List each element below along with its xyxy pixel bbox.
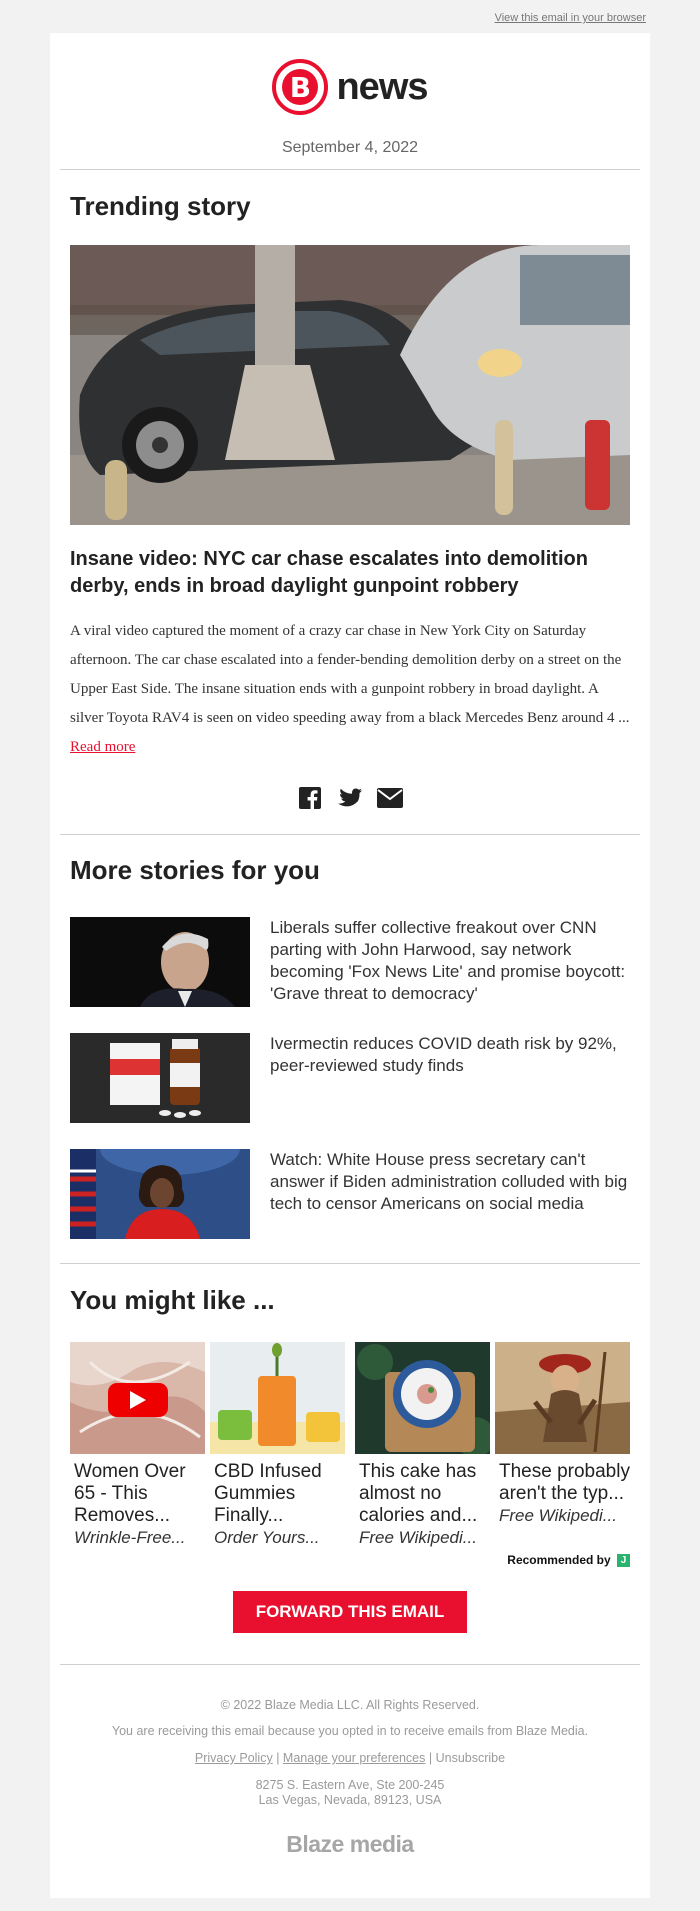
blaze-media-logo[interactable]: Blaze media xyxy=(286,1831,414,1857)
footer-address-line1: 8275 S. Eastern Ave, Ste 200-245 xyxy=(255,1778,445,1792)
recommended-title[interactable]: CBD Infused Gummies Finally... xyxy=(214,1461,322,1526)
story-thumbnail xyxy=(70,1033,250,1123)
logo-b: B xyxy=(282,69,318,105)
recommended-item[interactable] xyxy=(70,1342,205,1548)
recommended-item[interactable] xyxy=(355,1342,490,1548)
divider xyxy=(60,834,640,835)
twitter-icon[interactable] xyxy=(336,785,364,811)
recommended-source: Wrinkle-Free... xyxy=(74,1528,186,1547)
email-share-icon[interactable] xyxy=(376,785,404,811)
recommended-source: Order Yours... xyxy=(214,1528,320,1547)
story-item[interactable] xyxy=(70,917,630,1009)
divider xyxy=(60,1263,640,1264)
story-item[interactable] xyxy=(70,1033,630,1125)
trending-headline[interactable]: Insane video: NYC car chase escalates into demolition derby, ends in broad daylight gunpoint robbery xyxy=(70,548,588,597)
trending-section-title: Trending story xyxy=(70,191,251,221)
more-stories-title: More stories for you xyxy=(70,855,320,885)
car-chase-photo xyxy=(70,245,630,525)
story-title[interactable]: Liberals suffer collective freakout over CNN parting with John Harwood, say network becoming 'Fox News Lite' and promise boycott: 'Grave threat to democracy' xyxy=(270,918,626,1003)
you-might-like-title: You might like ... xyxy=(70,1285,275,1315)
share-icons xyxy=(50,785,650,811)
recommended-item[interactable] xyxy=(210,1342,345,1548)
footer-copyright: © 2022 Blaze Media LLC. All Rights Reserved. xyxy=(220,1698,480,1712)
email-card xyxy=(50,33,650,1898)
footer-links xyxy=(50,1751,650,1766)
footer-receiving-notice: You are receiving this email because you opted in to receive emails from Blaze Media. xyxy=(111,1724,589,1738)
logo-icon xyxy=(272,59,328,115)
recommended-title[interactable]: These probably aren't the typ... xyxy=(499,1461,630,1504)
recommended-by-label: Recommended by xyxy=(507,1553,611,1567)
divider xyxy=(60,169,640,170)
topbar xyxy=(0,0,700,33)
manage-preferences-link[interactable]: Manage your preferences xyxy=(282,1751,426,1765)
unsubscribe-link[interactable]: Unsubscribe xyxy=(435,1751,506,1765)
recommended-source: Free Wikipedi... xyxy=(359,1528,477,1547)
logo-wordmark: news xyxy=(336,65,428,108)
recommended-title[interactable]: This cake has almost no calories and... xyxy=(359,1461,478,1526)
read-more-link[interactable]: Read more xyxy=(70,739,136,755)
view-in-browser-link[interactable]: View this email in your browser xyxy=(494,12,646,24)
trending-blurb xyxy=(70,617,630,762)
recommended-title[interactable]: Women Over 65 - This Removes... xyxy=(74,1461,186,1526)
link-separator: | xyxy=(276,1751,280,1765)
link-separator: | xyxy=(428,1751,433,1765)
recommended-image xyxy=(210,1342,345,1454)
privacy-policy-link[interactable]: Privacy Policy xyxy=(194,1751,273,1765)
footer-address-line2: Las Vegas, Nevada, 89123, USA xyxy=(258,1793,442,1807)
story-thumbnail xyxy=(70,1149,250,1239)
trending-story-image[interactable] xyxy=(70,245,630,525)
recommended-source: Free Wikipedi... xyxy=(499,1506,617,1525)
story-title[interactable]: Watch: White House press secretary can't answer if Biden administration colluded with big tech to censor Americans on social media xyxy=(270,1150,628,1213)
recommended-image xyxy=(495,1342,630,1454)
recommended-by[interactable] xyxy=(50,1553,630,1567)
trending-blurb-text: A viral video captured the moment of a crazy car chase in New York City on Saturday afternoon. The car chase escalated into a fender-bending demolition derby on a street on the Upper East Side. The insane situation ends with a gunpoint robbery in broad daylight. A silver Toyota RAV4 is seen on video speeding away from a black Mercedes Benz around 4 ... xyxy=(70,623,630,726)
story-title[interactable]: Ivermectin reduces COVID death risk by 92%, peer-reviewed study finds xyxy=(270,1034,617,1075)
recommended-image xyxy=(355,1342,490,1454)
story-item[interactable] xyxy=(70,1149,630,1241)
facebook-icon[interactable] xyxy=(296,785,324,811)
recommended-image xyxy=(70,1342,205,1454)
divider xyxy=(60,1664,640,1665)
email-date: September 4, 2022 xyxy=(281,139,419,156)
story-thumbnail xyxy=(70,917,250,1007)
forward-email-button[interactable]: FORWARD THIS EMAIL xyxy=(233,1591,467,1633)
taboola-icon: J xyxy=(617,1554,630,1567)
brand-logo[interactable] xyxy=(50,33,650,121)
recommended-item[interactable] xyxy=(495,1342,630,1526)
